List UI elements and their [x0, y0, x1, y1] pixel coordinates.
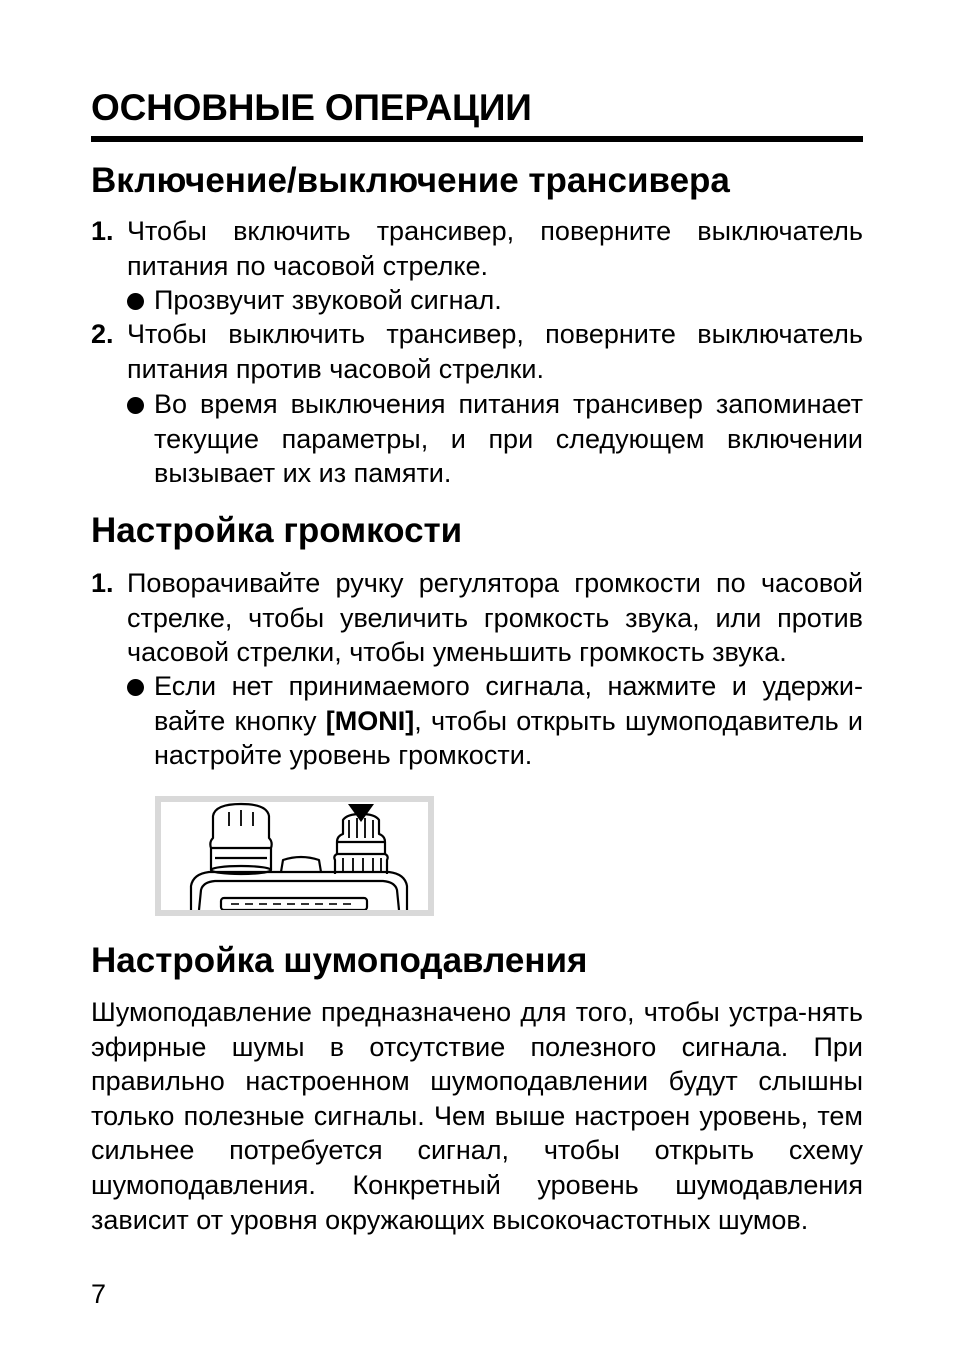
section-heading-power: Включение/выключение трансивера: [91, 161, 730, 200]
chapter-title: ОСНОВНЫЕ ОПЕРАЦИИ: [91, 87, 532, 128]
note-text: Если нет принимаемого сигнала, нажмите и удержи-вайте кнопку: [154, 671, 863, 736]
radio-top-knobs-illustration: [161, 802, 428, 910]
page-number: 7: [91, 1279, 107, 1309]
step-number: 1.: [91, 568, 114, 598]
section-heading-squelch: Настройка шумоподавления: [91, 941, 588, 980]
chapter-rule: [91, 136, 863, 142]
bullet-icon: [127, 397, 144, 414]
step-text: Поворачивайте ручку регулятора громкости по часовой стрелке, чтобы увеличить громкость звука, или против часовой стрелки, чтобы уменьшить громкость звука.: [127, 568, 863, 668]
step-note: Прозвучит звуковой сигнал.: [154, 285, 502, 315]
moni-key-label: [MONI]: [325, 705, 415, 736]
step-text: Чтобы включить трансивер, поверните выключатель питания по часовой стрелке.: [127, 216, 863, 281]
step-note: Во время выключения питания трансивер запоминает текущие параметры, и при следующем включении вызывает их из памяти.: [154, 389, 863, 489]
squelch-body-text: Шумоподавление предназначено для того, чтобы устра-нять эфирные шумы в отсутствие полезного сигнала. При правильно настроенном шумоподавлении будут слышны только полезные сигналы. Чем выше настроен уровень, тем сильнее потребуется сигнал, чтобы открыть схему шумоподавления. Конкретный уровень шумодавления зависит от уровня окружающих высокочастотных шумов.: [91, 997, 863, 1235]
radio-knobs-figure: [155, 796, 434, 916]
section-heading-volume: Настройка громкости: [91, 511, 463, 550]
bullet-icon: [127, 679, 144, 696]
step-number: 1.: [91, 216, 114, 246]
step-number: 2.: [91, 319, 114, 349]
bullet-icon: [127, 293, 144, 310]
step-note: [154, 669, 863, 773]
step-text: Чтобы выключить трансивер, поверните выключатель питания против часовой стрелки.: [127, 319, 863, 384]
note-text: , чтобы открыть шумоподавитель и настройте уровень громкости.: [154, 705, 863, 771]
